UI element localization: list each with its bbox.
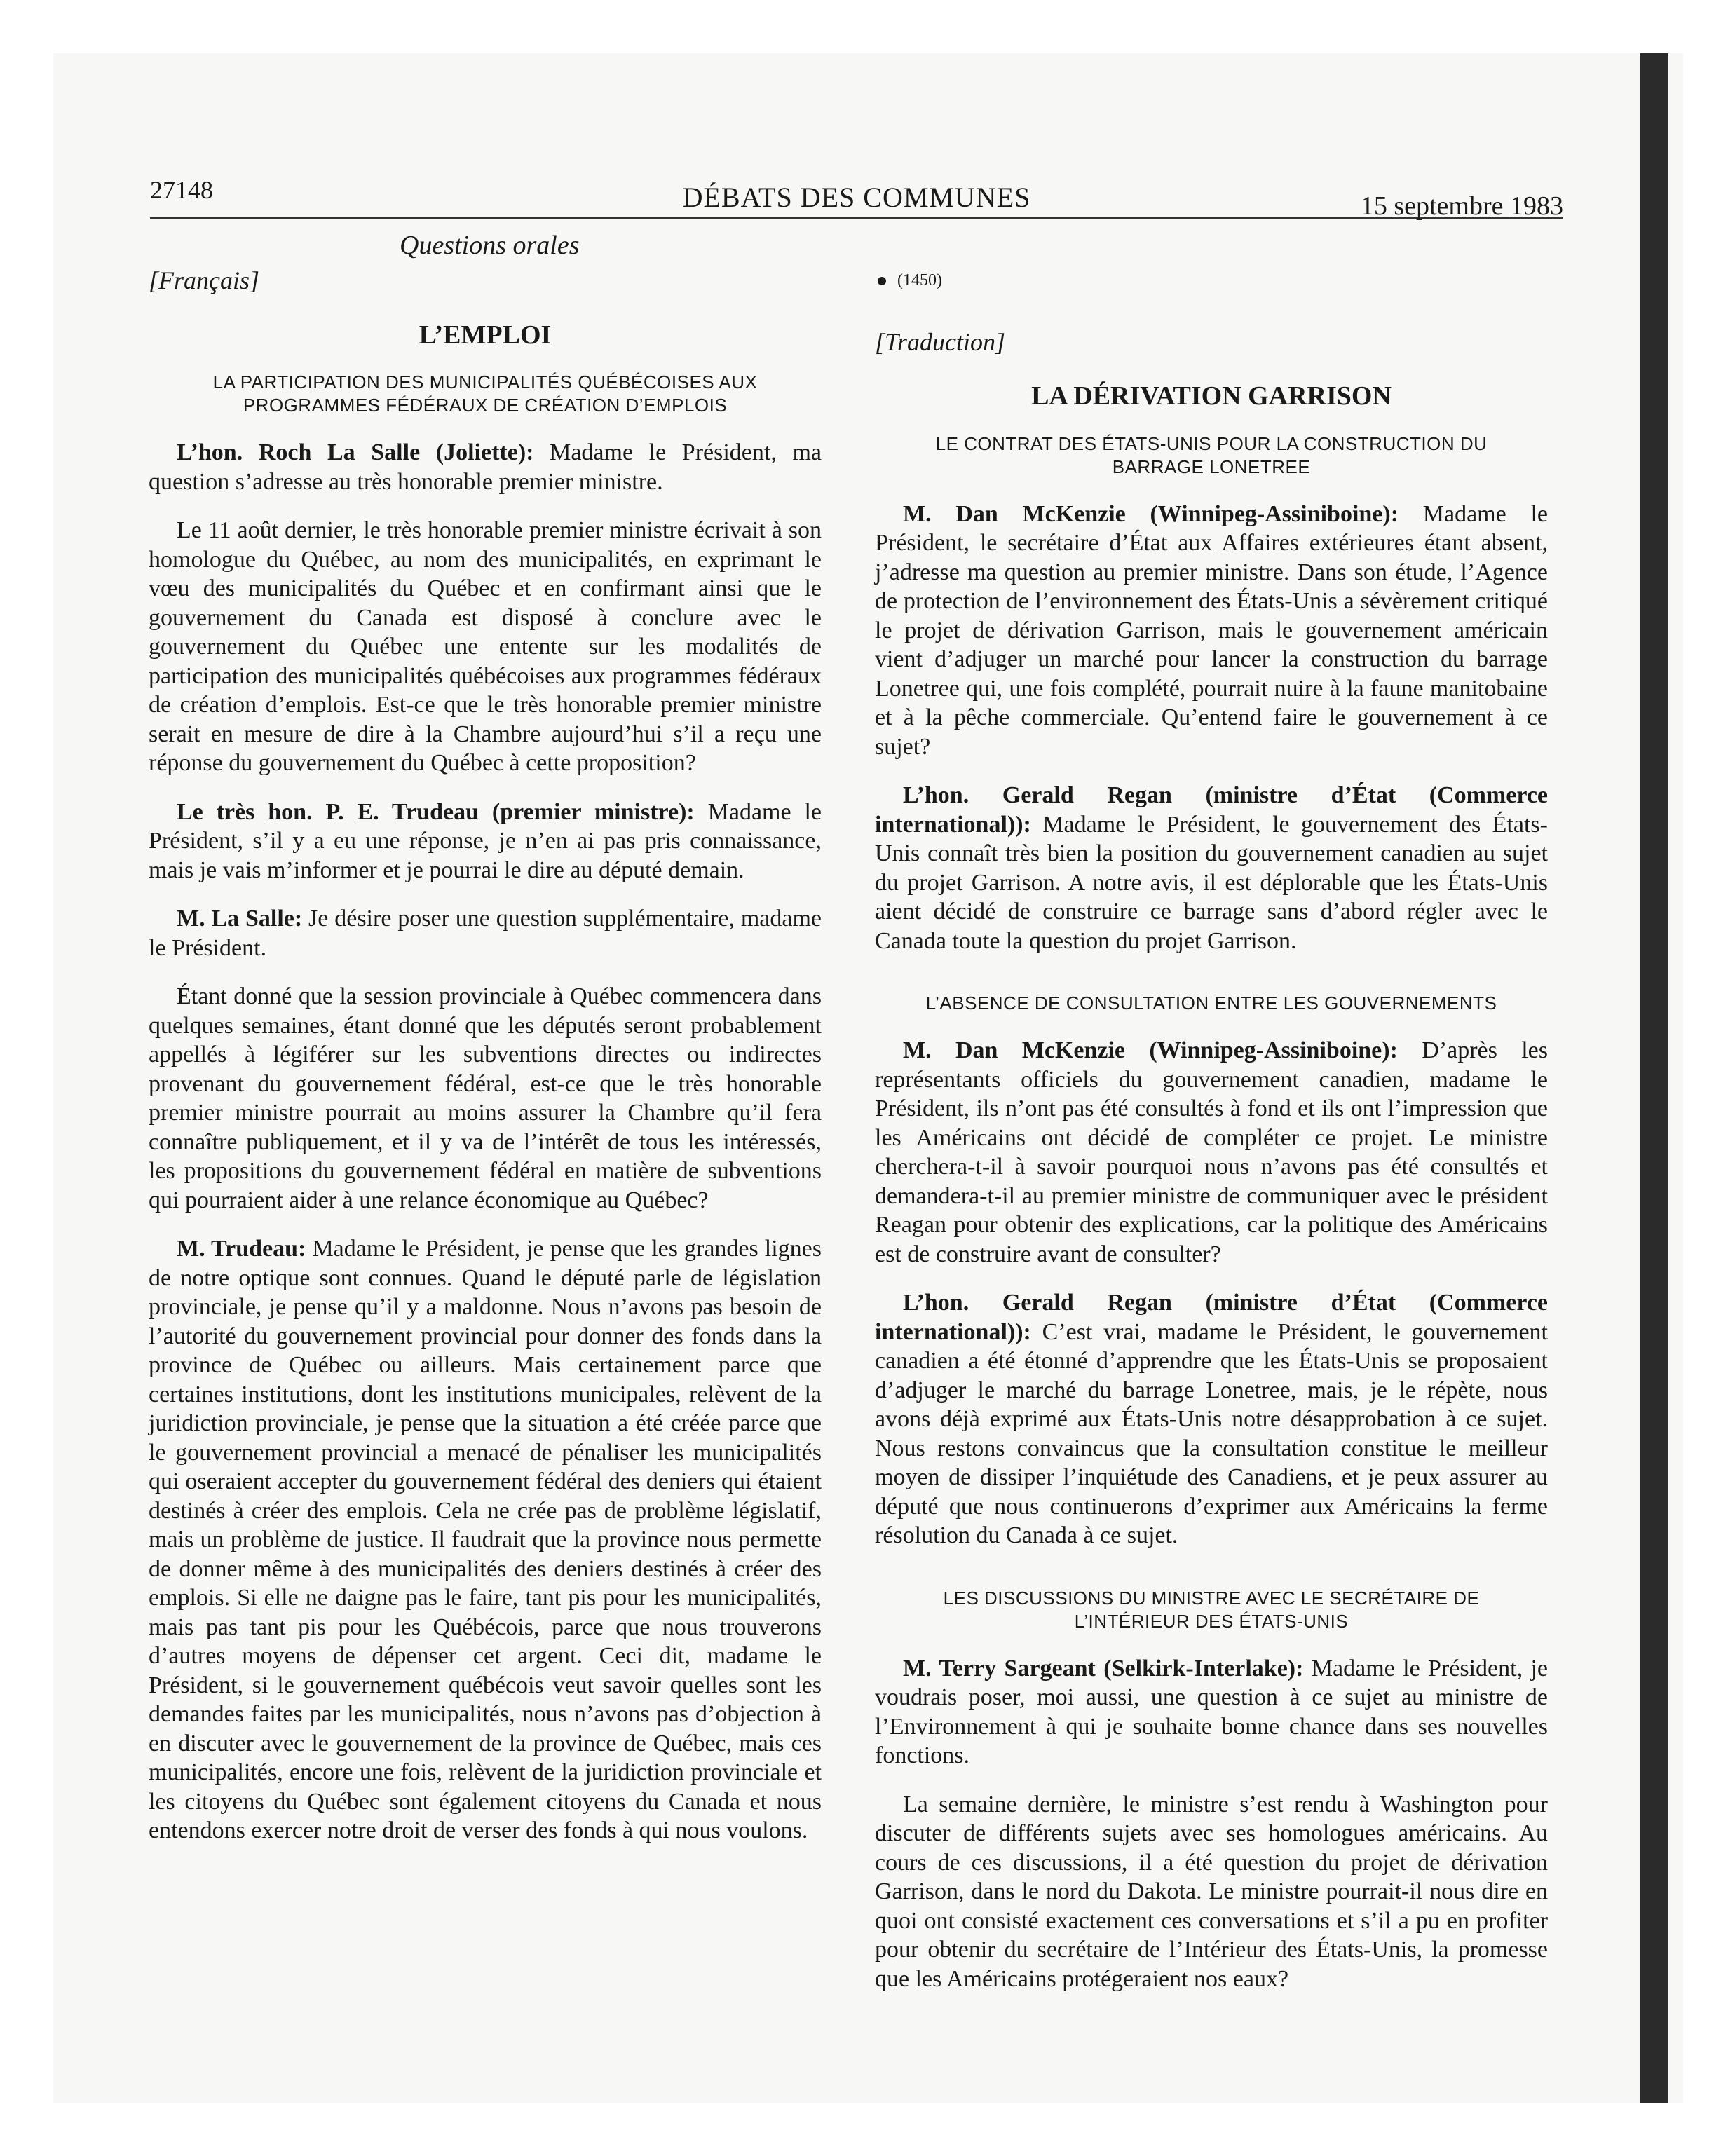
scan-edge xyxy=(1640,53,1668,2103)
heading: LA DÉRIVATION GARRISON xyxy=(1031,381,1392,411)
bullet-icon xyxy=(878,277,886,285)
publication-title: DÉBATS DES COMMUNES xyxy=(682,182,1031,213)
speaker-name: M. Trudeau: xyxy=(177,1236,306,1262)
page-header xyxy=(150,175,1563,219)
paragraph-list xyxy=(149,438,822,1845)
language-tag: [Traduction] xyxy=(875,327,1006,356)
paragraph xyxy=(149,1234,822,1845)
speaker-name: L’hon. Gerald Regan (ministre d’État (Commerce international)): xyxy=(875,782,1548,838)
subheading: LES DISCUSSIONS DU MINISTRE AVEC LE SECRÉTAIRE DE L’INTÉRIEUR DES ÉTATS-UNIS xyxy=(943,1587,1480,1632)
speaker-name: M. Dan McKenzie (Winnipeg-Assiniboine): xyxy=(903,1037,1398,1063)
page-date: 15 septembre 1983 xyxy=(1360,191,1563,221)
paragraph-text: Madame le Président, je pense que les grandes lignes de notre optique sont connues. Quand le député parle de législation provinciale, je pense qu’il y a maldonne. Nous n’avons pas besoin de l’autorité du gouvernement provincial pour donner des fonds dans la province de Québec ou ailleurs. Mais certainement parce que certaines institutions, dont les institutions municipales, relèvent de la juridiction provinciale, je pense que la situation a été créée parce que le gouvernement provincial a menacé de pénaliser les municipalités qui oseraient accepter du gouvernement fédéral des deniers qui étaient destinés à créer des emplois. Cela ne crée pas de problème législatif, mais un problème de justice. Il faudrait que la province nous permette de donner même à des municipalités des deniers destinés à créer des emplois. Si elle ne daigne pas le faire, tant pis pour les municipalités, mais pas tant pis pour les Québécois, parce que nous trouverons d’autres moyens de dépenser cet argent. Ceci dit, madame le Président, si le gouvernement québécois veut savoir quelles sont les demandes faites par les municipalités, nous n’avons pas d’objection à en discuter avec le gouvernement de la province de Québec, mais ces municipalités, encore une fois, relèvent de la juridiction provinciale et les citoyens du Québec sont également citoyens du Canada et nous entendons exercer notre droit de verser des fonds à qui nous voulons. xyxy=(149,1236,822,1843)
speaker-name: M. Terry Sargeant (Selkirk-Interlake): xyxy=(903,1655,1304,1681)
paragraph-text: Madame le Président, je voudrais poser, moi aussi, une question à ce sujet au ministre de l’Environnement à qui je souhaite bonne chance dans ses nouvelles fonctions. xyxy=(875,1655,1548,1768)
paragraph xyxy=(149,904,822,962)
paragraph-text: Je désire poser une question supplémentaire, madame le Président. xyxy=(149,906,822,961)
page-number: 27148 xyxy=(150,176,213,204)
paragraph xyxy=(149,438,822,496)
paragraph xyxy=(875,500,1548,762)
paragraph-text: D’après les représentants officiels du gouvernement canadien, madame le Président, ils n’ont pas été consultés à fond et ils ont l’impression que les Américains ont décidé de compléter ce projet. Le ministre cherchera-t-il à savoir pourquoi nous n’avons pas été consultés et demandera-t-il au premier ministre de communiquer avec le président Reagan pour obtenir des explications, car la politique des Américains est de construire avant de consulter? xyxy=(875,1037,1548,1267)
time-marker-label: (1450) xyxy=(897,271,942,289)
paragraph-text: Madame le Président, le gouvernement des États-Unis connaît très bien la position du gouvernement canadien au sujet du projet Garrison. A notre avis, il est déplorable que les États-Unis aient décidé de construire ce barrage sans d’abord régler avec le Canada toute la question du projet Garrison. xyxy=(875,811,1548,954)
subheading: LE CONTRAT DES ÉTATS-UNIS POUR LA CONSTRUCTION DU BARRAGE LONETREE xyxy=(935,432,1488,477)
heading: L’EMPLOI xyxy=(419,320,552,350)
paragraph xyxy=(875,1036,1548,1269)
subheading: LA PARTICIPATION DES MUNICIPALITÉS QUÉBÉCOISES AUX PROGRAMMES FÉDÉRAUX DE CRÉATION D’EMPLOIS xyxy=(212,371,758,416)
paragraph xyxy=(875,1288,1548,1550)
paragraph-text: Madame le Président, ma question s’adresse au très honorable premier ministre. xyxy=(149,439,822,495)
paragraph-text: Madame le Président, s’il y a eu une réponse, je n’en ai pas pris connaissance, mais je vais m’informer et je pourrai le dire au député demain. xyxy=(149,798,822,883)
right-column xyxy=(875,266,1548,2013)
time-marker xyxy=(875,266,1548,296)
paragraph xyxy=(875,781,1548,955)
paragraph xyxy=(149,516,822,778)
language-tag: [Français] xyxy=(149,266,260,294)
paragraph xyxy=(149,798,822,885)
speaker-name: M. Dan McKenzie (Winnipeg-Assiniboine): xyxy=(903,500,1399,527)
speaker-name: Le très hon. P. E. Trudeau (premier ministre): xyxy=(177,798,695,825)
speaker-name: L’hon. Roch La Salle (Joliette): xyxy=(177,439,534,465)
paragraph xyxy=(875,1790,1548,1994)
paragraph-text: Le 11 août dernier, le très honorable premier ministre écrivait à son homologue du Québec, au nom des municipalités, en exprimant le vœu des municipalités du Québec et en confirmant ainsi que le gouvernement du Canada est disposé à conclure avec le gouvernement du Québec une entente sur les modalités de participation des municipalités québécoises aux programmes fédéraux de création d’emplois. Est-ce que le très honorable premier ministre serait en mesure de dire à la Chambre aujourd’hui s’il a reçu une réponse du gouvernement du Québec à cette proposition? xyxy=(149,517,822,776)
subheading: L’ABSENCE DE CONSULTATION ENTRE LES GOUVERNEMENTS xyxy=(925,992,1497,1014)
paragraph xyxy=(149,982,822,1215)
paragraph xyxy=(875,1654,1548,1770)
paragraph-text: La semaine dernière, le ministre s’est rendu à Washington pour discuter de différents sujets avec ses homologues américains. Au cours de ces discussions, il a été question du projet de dérivation Garrison, dans le nord du Dakota. Le ministre pourrait-il nous dire en quoi ont consisté exactement ces conversations et s’il a pu en profiter pour obtenir du secrétaire de l’Intérieur des États-Unis, la promesse que les Américains protégeraient nos eaux? xyxy=(875,1791,1548,1992)
speaker-name: M. La Salle: xyxy=(177,906,303,932)
paragraph-text: Madame le Président, le secrétaire d’État aux Affaires extérieures étant absent, j’adresse ma question au premier ministre. Dans son étude, l’Agence de protection de l’environnement des États-Unis a sévèrement critiqué le projet de dérivation Garrison, mais le gouvernement américain vient d’adjuger un marché pour lancer la construction du barrage Lonetree qui, une fois complété, pourrait nuire à la faune manitobaine et à la pêche commerciale. Qu’entend faire le gouvernement à ce sujet? xyxy=(875,500,1548,760)
paragraph-text: C’est vrai, madame le Président, le gouvernement canadien a été étonné d’apprendre que les États-Unis se proposaient d’adjuger le marché du barrage Lonetree, mais, je le répète, nous avons déjà exprimé aux États-Unis notre désapprobation à ce sujet. Nous restons convaincus que la consultation constitue le meilleur moyen de dissiper l’inquiétude des Canadiens, et je peux assurer au député que nous continuerons d’exprimer aux Américains la ferme résolution du Canada à ce sujet. xyxy=(875,1318,1548,1548)
paragraph-list xyxy=(875,500,1548,956)
section-title: Questions orales xyxy=(400,231,580,260)
speaker-name: L’hon. Gerald Regan (ministre d’État (Commerce international)): xyxy=(875,1290,1548,1345)
paragraph-text: Étant donné que la session provinciale à Québec commencera dans quelques semaines, étant donné que les députés seront probablement appellés à légiférer sur les subventions directes ou indirectes provenant du gouvernement fédéral, est-ce que le très honorable premier ministre pourrait au moins assurer la Chambre qu’il fera connaître publiquement, et il y va de l’intérêt de tous les intéressés, les propositions du gouvernement fédéral en matière de subventions qui pourraient aider à une relance économique au Québec? xyxy=(149,983,822,1213)
paragraph-list xyxy=(875,1036,1548,1550)
left-column xyxy=(149,266,822,1865)
paragraph-list xyxy=(875,1654,1548,1994)
